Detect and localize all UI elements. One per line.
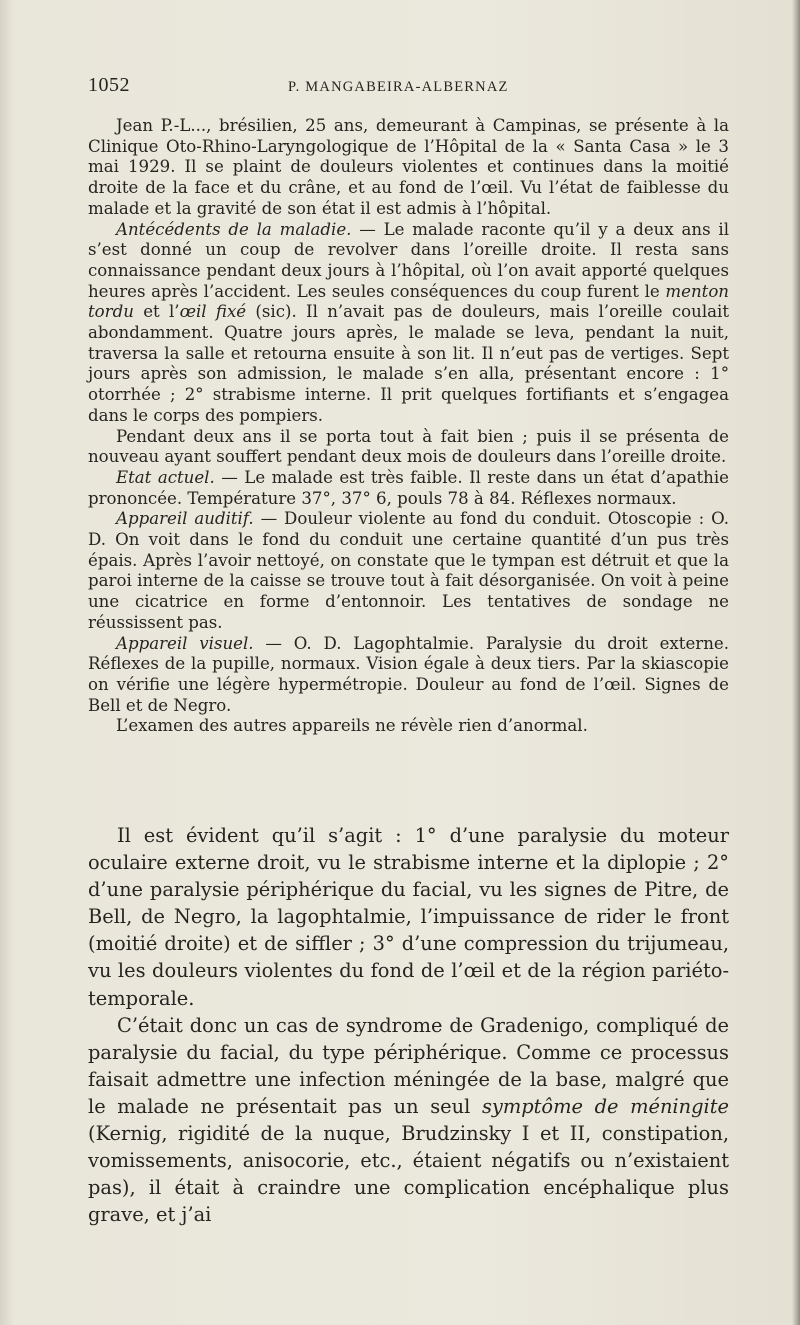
case-report (88, 116, 729, 737)
relapse-paragraph: Pendant deux ans il se porta tout à fait bien ; puis il se présenta de nouveau ayant souffert pendant deux mois de douleurs dans l’oreille droite. (88, 426, 729, 467)
etat-actuel-paragraph: Etat actuel. — Le malade est très faible. Il reste dans un état d’apathie prononcée. Température 37°, 37° 6, pouls 78 à 84. Réflexes normaux. (88, 467, 729, 508)
section-heading-antecedents: Antécédents de la maladie. (116, 219, 352, 239)
page-header (88, 74, 738, 102)
section-heading-appareil-visuel: Appareil visuel. (116, 633, 254, 653)
appareil-auditif-paragraph: Appareil auditif. — Douleur violente au fond du conduit. Otoscopie : O. D. On voit dans le fond du conduit une certaine quantité d’un pus très épais. Après l’avoir nettoyé, on constate que le tympan est détruit et que la paroi interne de la caisse se trouve tout à fait désorganisée. On voit à peine une cicatrice en forme d’entonnoir. Les tentatives de sondage ne réussissent pas. (88, 509, 729, 632)
section-heading-etat-actuel: Etat actuel. (116, 467, 215, 487)
diagnosis-paragraph: Il est évident qu’il s’agit : 1° d’une paralysie du moteur oculaire externe droit, vu le strabisme interne et la diplopie ; 2° d’une paralysie périphérique du facial, vu les signes de Pitre, de Bell, de Negro, la lagophtalmie, l’impuissance de rider le front (moitié droite) et de siffler ; 3° d’une compression du trijumeau, vu les douleurs violentes du fond de l’œil et de la région pariéto-temporale. (88, 824, 729, 1010)
antecedents-paragraph: Antécédents de la maladie. — Le malade raconte qu’il y a deux ans il s’est donné un coup de revolver dans l’oreille droite. Il resta sans connaissance pendant deux jours à l’hôpital, où l’on avait apporté quelques heures après l’accident. Les seules conséquences du coup furent le menton tordu et l’œil fixé (sic). Il n’avait pas de douleurs, mais l’oreille coulait abondamment. Quatre jours après, le malade se leva, pendant la nuit, traversa la salle et retourna ensuite à son lit. Il n’eut pas de vertiges. Sept jours après son admission, le malade s’en alla, présentant encore : 1° otorrhée ; 2° strabisme interne. Il prit quelques fortifiants et s’engagea dans le corps des pompiers. (88, 219, 729, 425)
discussion (88, 822, 729, 1228)
gradenigo-paragraph: C’était donc un cas de syndrome de Gradenigo, compliqué de paralysie du facial, du type périphérique. Comme ce processus faisait admettre une infection méningée de la base, malgré que le malade ne présentait pas un seul symptôme de méningite (Kernig, rigidité de la nuque, Brudzinsky I et II, constipation, vomissements, anisocorie, etc., étaient négatifs ou n’existaient pas), il était à craindre une complication encéphalique plus grave, et j’ai (88, 1013, 729, 1227)
appareil-visuel-paragraph: Appareil visuel. — O. D. Lagophtalmie. Paralysie du droit externe. Réflexes de la pupille, normaux. Vision égale à deux tiers. Par la skiascopie on vérifie une légère hypermétropie. Douleur au fond de l’œil. Signes de Bell et de Negro. (88, 633, 729, 715)
case-intro-paragraph: Jean P.-L..., brésilien, 25 ans, demeurant à Campinas, se présente à la Clinique Oto-Rhino-Laryngologique de l’Hôpital de la « Santa Casa » le 3 mai 1929. Il se plaint de douleurs violentes et continues dans la moitié droite de la face et du crâne, et au fond de l’œil. Vu l’état de faiblesse du malade et la gravité de son état il est admis à l’hôpital. (88, 116, 729, 218)
page-number: 1052 (88, 74, 130, 96)
page-edge-shadow (792, 0, 800, 1325)
other-systems-paragraph: L’examen des autres appareils ne révèle rien d’anormal. (116, 716, 588, 736)
section-heading-appareil-auditif: Appareil auditif. (116, 509, 254, 529)
running-title: P. MANGABEIRA-ALBERNAZ (288, 79, 509, 95)
